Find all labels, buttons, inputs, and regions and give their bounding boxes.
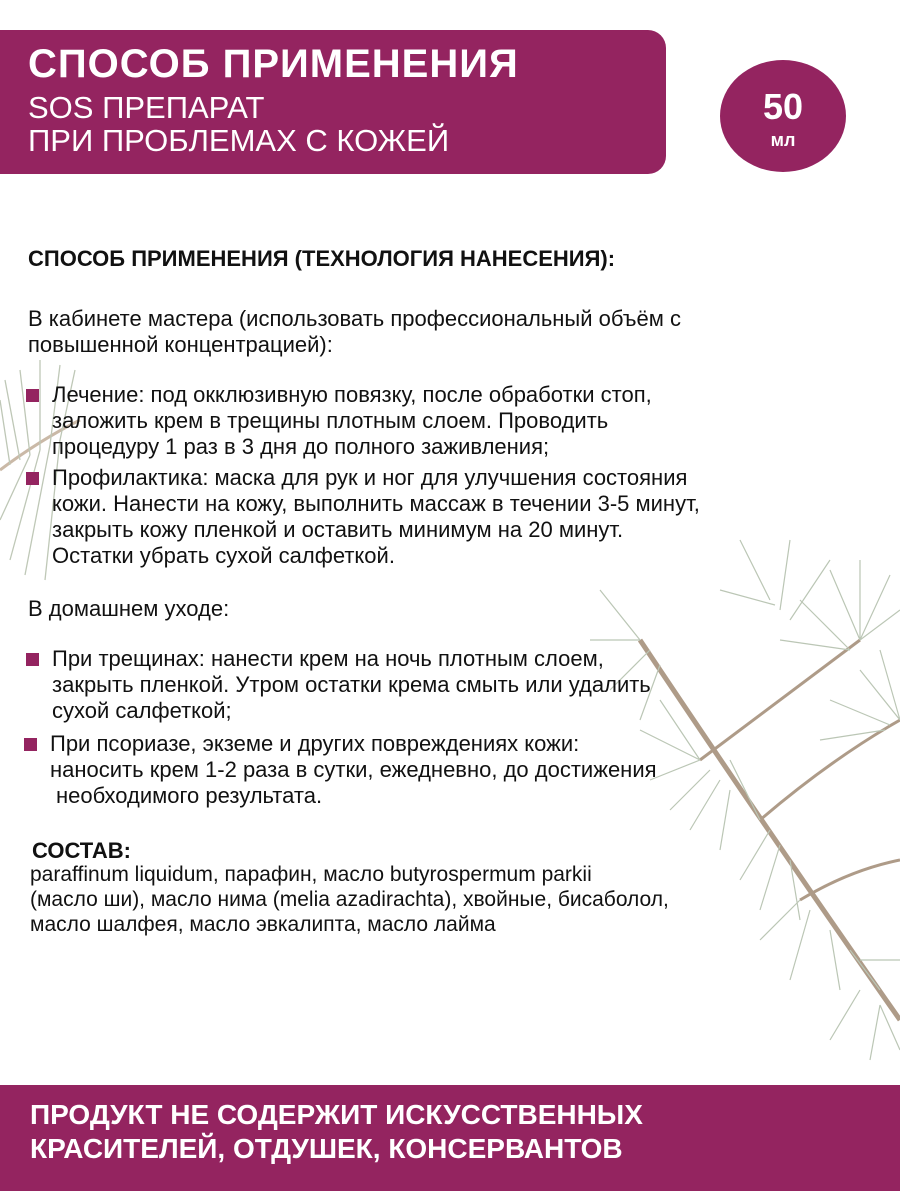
bullet-marker xyxy=(26,653,39,666)
volume-badge xyxy=(720,60,846,172)
volume-unit: мл xyxy=(770,130,796,150)
product-subtitle-line2: ПРИ ПРОБЛЕМАХ С КОЖЕЙ xyxy=(28,123,450,158)
bullet-marker xyxy=(26,472,39,485)
home-intro: В домашнем уходе: xyxy=(28,596,230,621)
volume-value: 50 xyxy=(762,86,804,127)
header-banner xyxy=(0,30,666,174)
composition-text: paraffinum liquidum, парафин, масло butyrospermum parkii (масло ши), масло нима (melia azadirachta), хвойные, бисаболол, масло шалфея, масло эвкалипта, масло лайма xyxy=(30,863,669,936)
list-item: При псориазе, экземе и других повреждениях кожи: наносить крем 1-2 раза в сутки, ежедневно, до достижения необходимого результата. xyxy=(50,731,657,808)
list-item: Лечение: под окклюзивную повязку, после обработки стоп, заложить крем в трещины плотным слоем. Проводить процедуру 1 раз в 3 дня до полного заживления; xyxy=(52,382,652,459)
method-heading: СПОСОБ ПРИМЕНЕНИЯ (ТЕХНОЛОГИЯ НАНЕСЕНИЯ): xyxy=(28,246,616,271)
footer-banner xyxy=(0,1085,900,1191)
composition-title: СОСТАВ: xyxy=(32,838,131,863)
salon-intro: В кабинете мастера (использовать профессиональный объём с повышенной концентрацией): xyxy=(28,306,681,357)
bullet-marker xyxy=(24,738,37,751)
footer-text: ПРОДУКТ НЕ СОДЕРЖИТ ИСКУССТВЕННЫХ xyxy=(30,1099,643,1130)
product-subtitle: SOS ПРЕПАРАТ xyxy=(28,90,265,125)
bullet-marker xyxy=(26,389,39,402)
list-item: При трещинах: нанести крем на ночь плотным слоем, закрыть пленкой. Утром остатки крема смыть или удалить сухой салфеткой; xyxy=(52,646,651,723)
page-title: СПОСОБ ПРИМЕНЕНИЯ xyxy=(28,42,519,86)
footer-text-line2: КРАСИТЕЛЕЙ, ОТДУШЕК, КОНСЕРВАНТОВ xyxy=(30,1133,623,1164)
list-item: Профилактика: маска для рук и ног для улучшения состояния кожи. Нанести на кожу, выполнить массаж в течении 3-5 минут, закрыть кожу пленкой и оставить минимум на 20 минут. Остатки убрать сухой салфеткой. xyxy=(52,465,700,568)
